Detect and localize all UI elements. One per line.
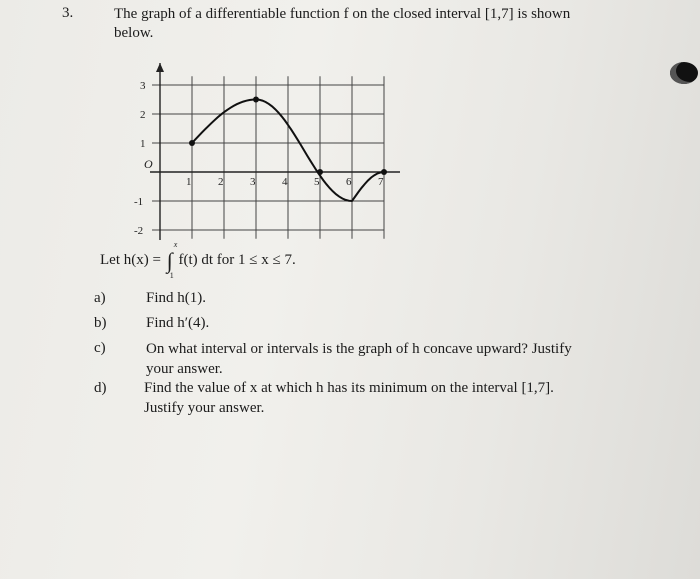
integrand: f(t) dt (178, 252, 214, 268)
definition-line (100, 240, 296, 280)
integral-lower-limit: 1 (169, 271, 174, 280)
graph-labels (134, 80, 384, 237)
function-graph (100, 40, 400, 240)
part-d-line-1: Find the value of x at which h has its minimum on the interval [1,7]. (144, 380, 554, 396)
y-tick-label: -1 (134, 196, 144, 208)
curve-point (253, 97, 259, 103)
graph-axes (150, 63, 400, 240)
curve-point (381, 169, 387, 175)
x-tick-label: 1 (186, 176, 192, 188)
integral-sign: ∫ x 1 (166, 240, 178, 280)
x-tick-label: 5 (314, 176, 320, 188)
part-a-letter: a) (94, 290, 106, 306)
x-tick-label: 7 (378, 176, 384, 188)
y-tick-label: -2 (134, 225, 144, 237)
x-tick-label: 3 (250, 176, 256, 188)
part-b-letter: b) (94, 315, 107, 331)
x-tick-label: 6 (346, 176, 352, 188)
part-d-line-2: Justify your answer. (144, 400, 265, 416)
graph-grid (152, 76, 384, 238)
part-b-text: Find h′(4). (146, 315, 210, 331)
part-c-text (146, 339, 572, 379)
x-tick-label: 2 (218, 176, 224, 188)
y-tick-label: 2 (140, 109, 146, 121)
part-d-letter: d) (94, 380, 107, 396)
definition-prefix: Let h(x) = (100, 252, 165, 268)
part-d-text (144, 378, 554, 418)
x-tick-label: 4 (282, 176, 288, 188)
curve-point (189, 140, 195, 146)
y-tick-label: 3 (140, 80, 146, 92)
intro-line-2: below. (114, 25, 154, 41)
definition-condition: for 1 ≤ x ≤ 7. (216, 252, 296, 268)
y-tick-label: 1 (140, 138, 146, 150)
problem-intro (114, 5, 594, 43)
integral-upper-limit: x (173, 240, 178, 249)
part-c-line-1: On what interval or intervals is the graph of h concave upward? Justify (146, 341, 572, 357)
part-a-text: Find h(1). (146, 290, 206, 306)
problem-number: 3. (62, 5, 74, 21)
part-c-line-2: your answer. (146, 361, 223, 377)
origin-label: O (144, 157, 153, 171)
curve-point (317, 169, 323, 175)
y-axis-arrow (156, 63, 164, 72)
binder-hole-icon (670, 62, 698, 84)
intro-line-1: The graph of a differentiable function f on the closed interval [1,7] is shown (114, 6, 571, 22)
part-c-letter: c) (94, 340, 106, 356)
